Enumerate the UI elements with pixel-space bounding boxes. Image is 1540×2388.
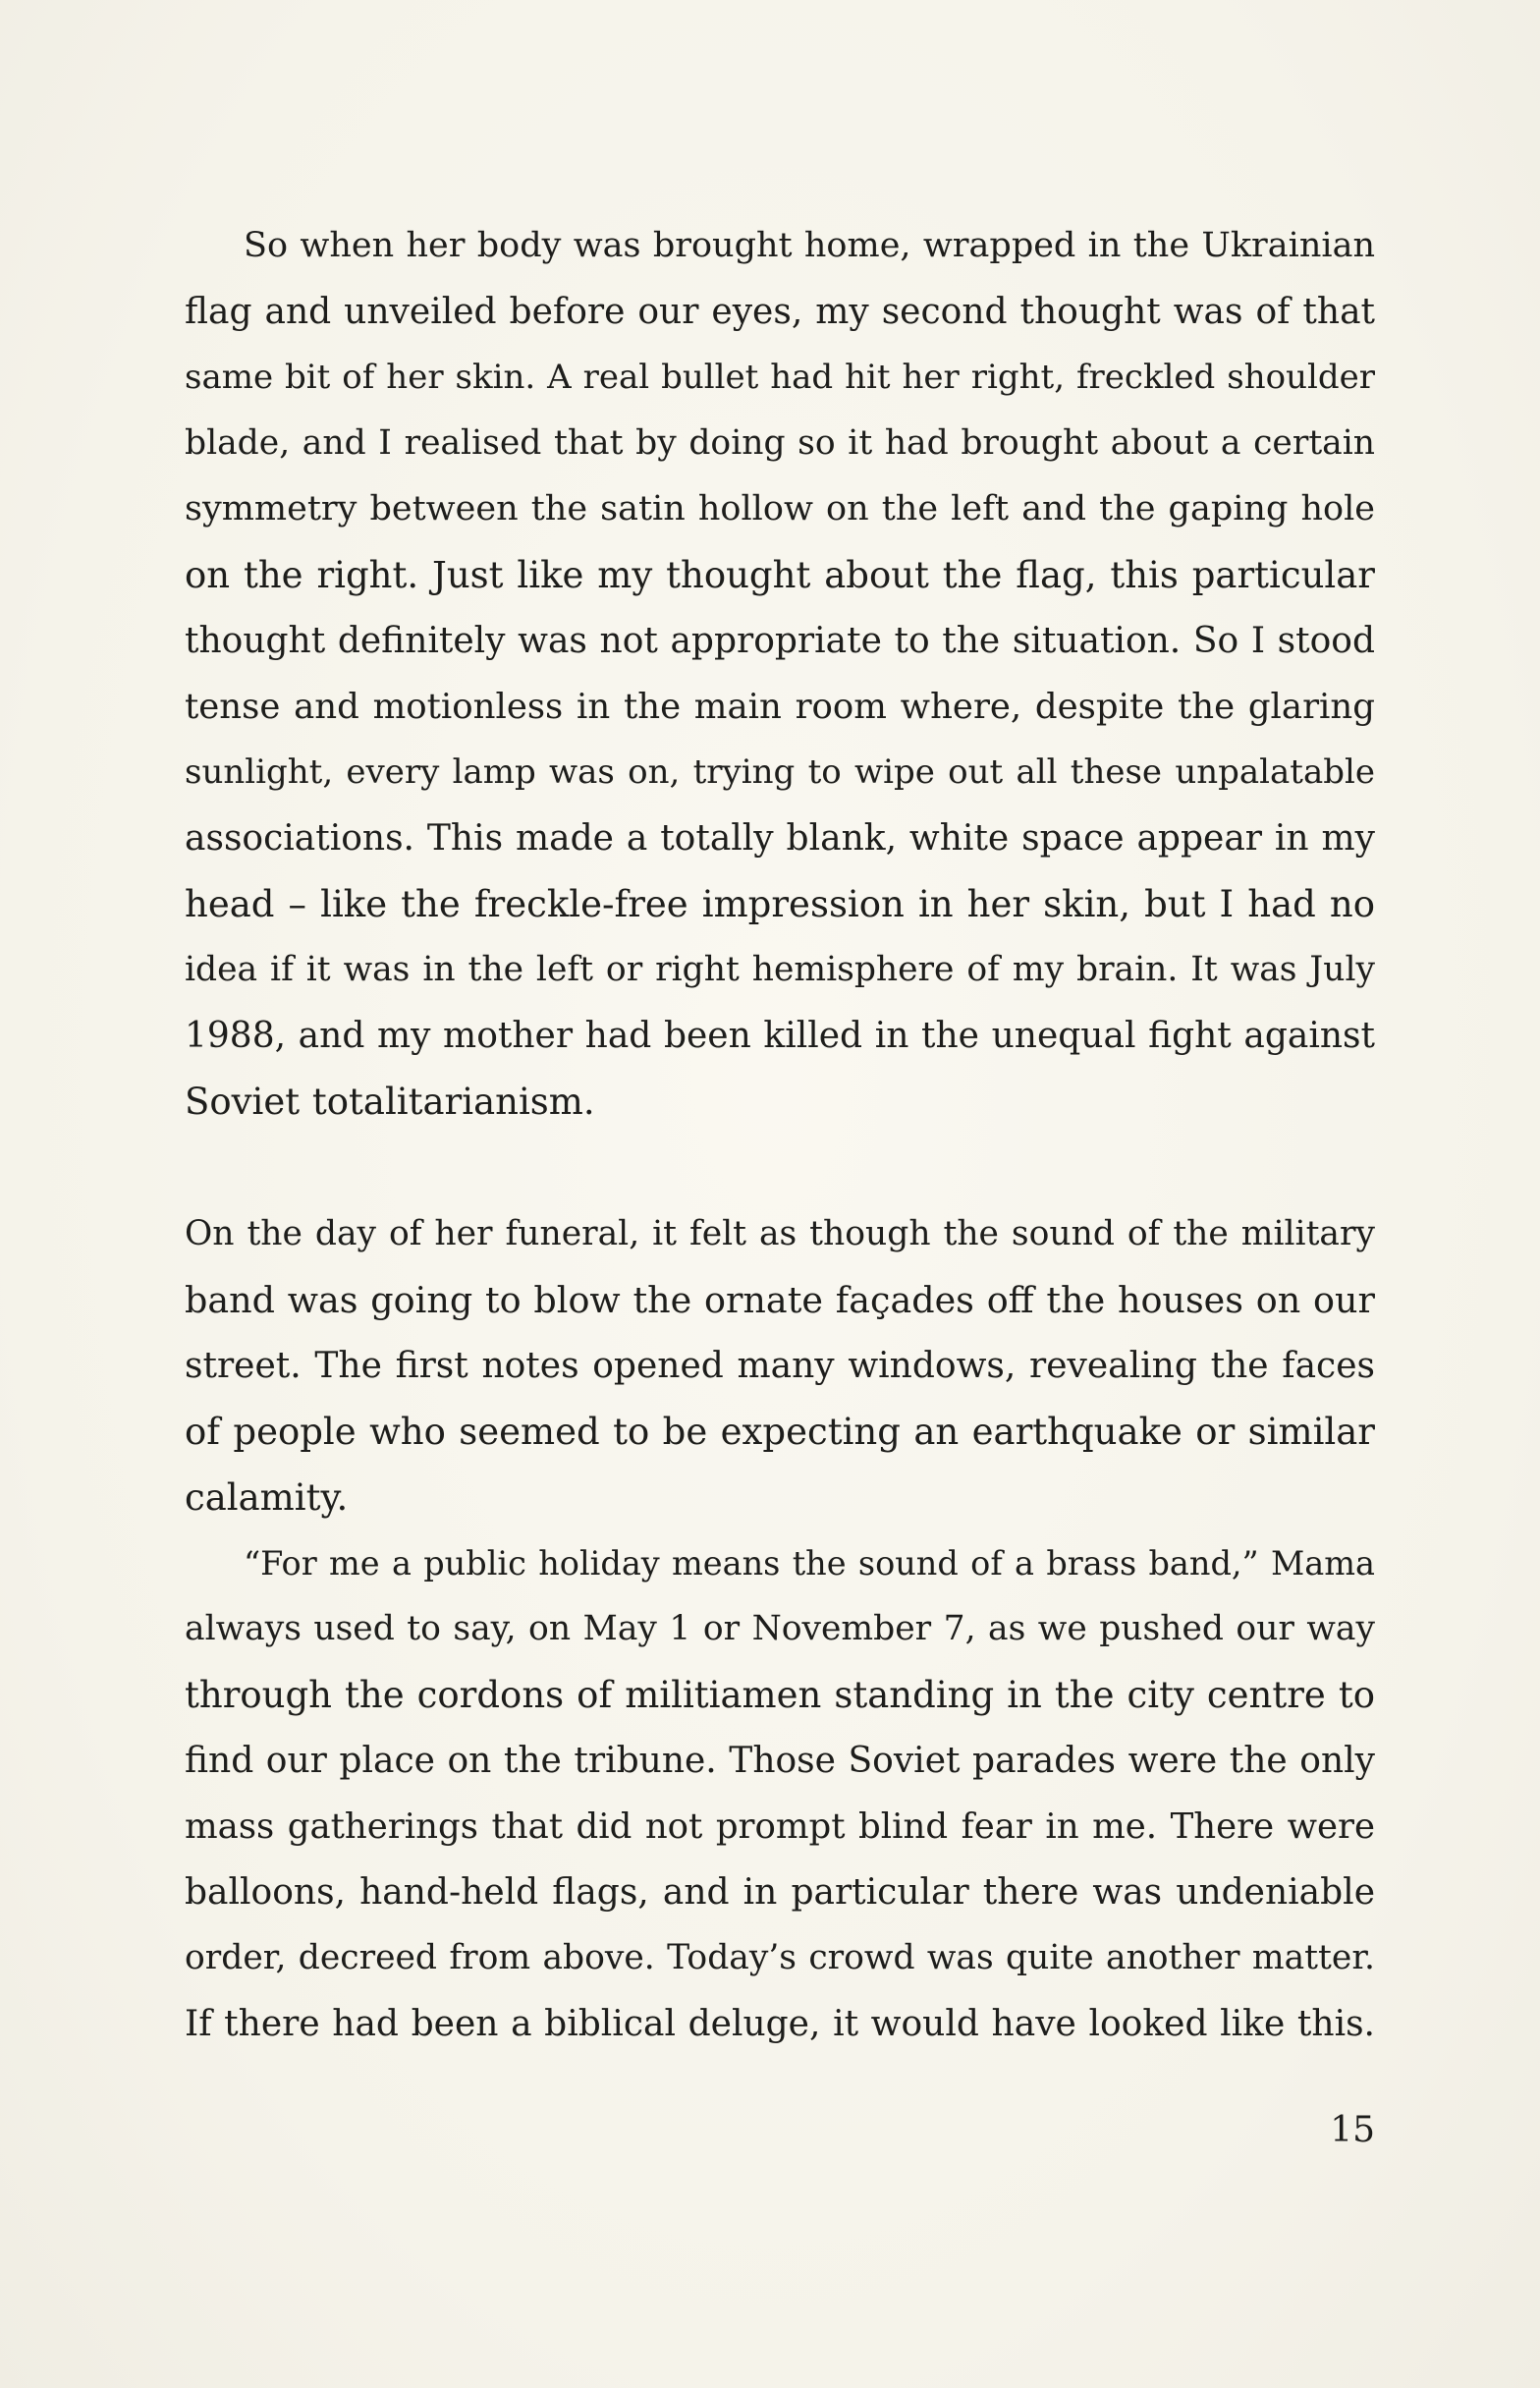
text-line: associations. This made a totally blank, white space appear in my bbox=[185, 818, 1375, 859]
text-line: calamity. bbox=[185, 1476, 349, 1519]
text-line: flag and unveiled before our eyes, my second thought was of that bbox=[185, 292, 1375, 332]
text-line: find our place on the tribune. Those Soviet parades were the only bbox=[185, 1741, 1375, 1781]
text-line: thought definitely was not appropriate to the situation. So I stood bbox=[185, 621, 1375, 661]
paragraph-1 bbox=[185, 213, 1375, 1135]
text-line: on the right. Just like my thought about the flag, this particular bbox=[185, 554, 1375, 596]
text-line: tense and motionless in the main room where, despite the glaring bbox=[185, 687, 1375, 727]
text-line: “For me a public holiday means the sound of a brass band,” Mama bbox=[244, 1544, 1375, 1583]
text-line: symmetry between the satin hollow on the left and the gaping hole bbox=[185, 489, 1375, 528]
text-line: idea if it was in the left or right hemisphere of my brain. It was July bbox=[185, 950, 1375, 989]
text-line: balloons, hand-held flags, and in particular there was undeniable bbox=[185, 1872, 1375, 1913]
text-line: street. The first notes opened many windows, revealing the faces bbox=[185, 1346, 1375, 1386]
text-line: On the day of her funeral, it felt as though the sound of the military bbox=[185, 1214, 1375, 1253]
text-line: 1988, and my mother had been killed in the unequal fight against bbox=[185, 1016, 1375, 1056]
page-number: 15 bbox=[1330, 2110, 1375, 2150]
text-line: blade, and I realised that by doing so it had brought about a certain bbox=[185, 423, 1375, 463]
text-line: So when her body was brought home, wrapped in the Ukrainian bbox=[244, 226, 1375, 265]
paragraph-2-and-3 bbox=[185, 1201, 1375, 2057]
text-line: order, decreed from above. Today’s crowd was quite another matter. bbox=[185, 1938, 1375, 1977]
text-line: If there had been a biblical deluge, it would have looked like this. bbox=[185, 2004, 1375, 2044]
text-line: sunlight, every lamp was on, trying to wipe out all these unpalatable bbox=[185, 752, 1375, 792]
text-line: always used to say, on May 1 or November 7, as we pushed our way bbox=[185, 1609, 1375, 1648]
text-line: Soviet totalitarianism. bbox=[185, 1081, 595, 1123]
text-line: mass gatherings that did not prompt blind fear in me. There were bbox=[185, 1806, 1375, 1847]
text-line: head – like the freckle-free impression in her skin, but I had no bbox=[185, 883, 1375, 925]
text-line: same bit of her skin. A real bullet had hit her right, freckled shoulder bbox=[185, 358, 1375, 397]
text-line: band was going to blow the ornate façades off the houses on our bbox=[185, 1279, 1375, 1321]
text-line: through the cordons of militiamen standing in the city centre to bbox=[185, 1674, 1375, 1716]
text-line: of people who seemed to be expecting an earthquake or similar bbox=[185, 1411, 1375, 1453]
